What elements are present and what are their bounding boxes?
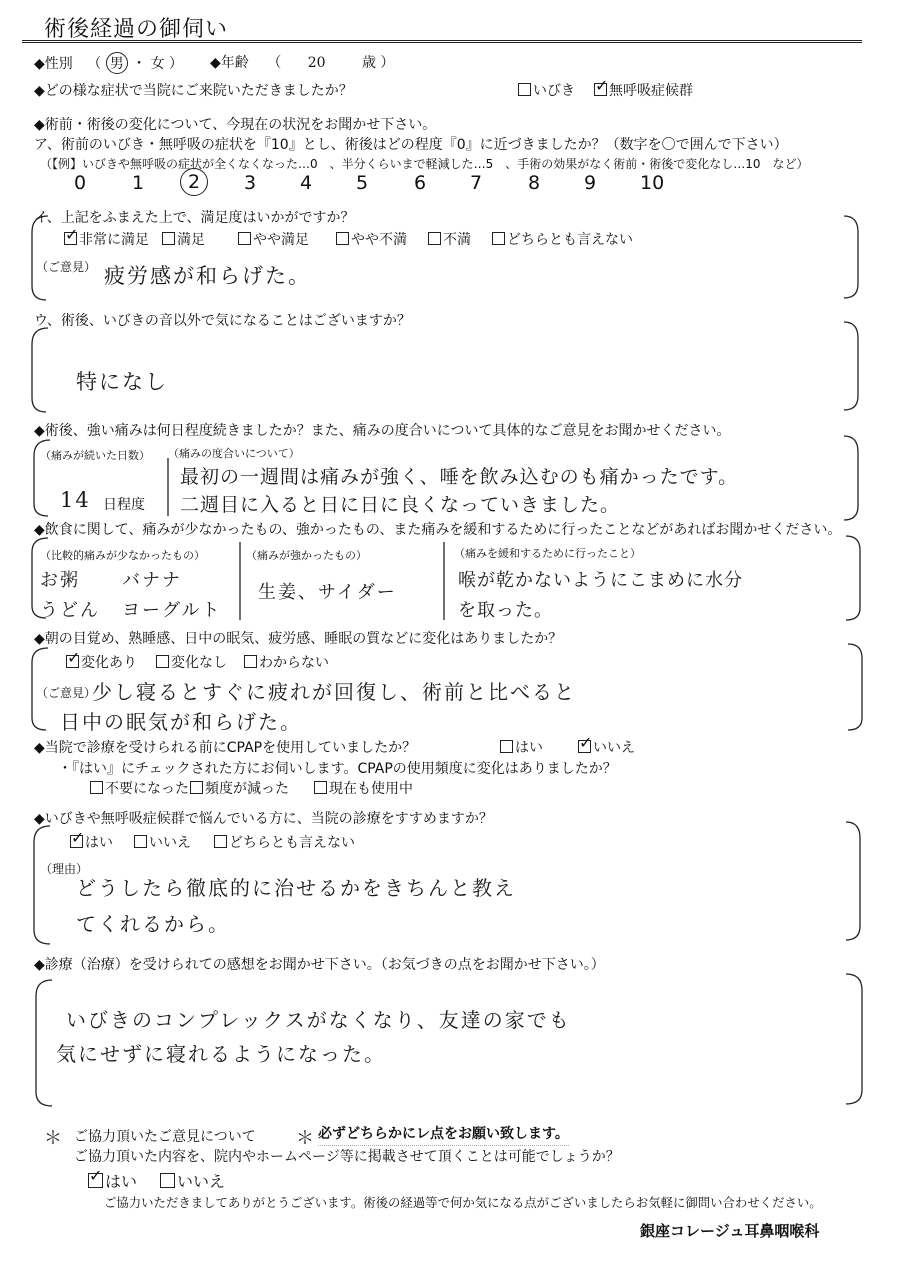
food-col3-label: （痛みを緩和するために行ったこと）	[454, 547, 641, 560]
bracket-right-satisfaction	[844, 216, 858, 298]
form-title: 術後経過の御伺い	[44, 17, 229, 42]
cpap-sub-checkbox-3[interactable]	[314, 781, 327, 794]
morning-answer-line2[interactable]: 日中の眠気が和らげた。	[60, 710, 302, 734]
publish-option-no[interactable]	[160, 1169, 225, 1192]
satisfaction-option-1[interactable]	[64, 229, 149, 249]
satisfaction-checkbox-4[interactable]	[336, 232, 349, 245]
recommend-answer-line2[interactable]: てくれるから。	[76, 912, 230, 936]
gender-close: ）	[169, 56, 184, 72]
pain-days-value[interactable]: 14	[60, 488, 91, 512]
clinic-name: 銀座コレージュ耳鼻咽喉科	[640, 1222, 820, 1240]
bracket-left-recommend	[34, 826, 50, 944]
bracket-right-impression	[846, 974, 862, 1104]
recommend-option-label: どちらとも言えない	[229, 835, 355, 851]
change-question-line2: ア、術前のいびき・無呼吸の症状を『10』とし、術後はどの程度『0』に近づきましたか？（数字を〇で囲んで下さい）	[34, 137, 788, 153]
scale-number-4[interactable]: 4	[300, 172, 313, 194]
bracket-left-impression	[36, 980, 52, 1106]
satisfaction-opinion-label: （ご意見）	[36, 260, 97, 274]
scale-number-0[interactable]: 0	[74, 172, 87, 194]
satisfaction-option-3[interactable]	[238, 229, 309, 249]
morning-option-label: わからない	[259, 655, 329, 671]
food-col1-item-1[interactable]: お粥	[40, 570, 80, 591]
cpap-sub-option-2[interactable]	[190, 778, 289, 798]
bracket-right-other	[844, 322, 858, 410]
satisfaction-option-5[interactable]	[428, 229, 471, 249]
gender-label: ◆性別	[34, 56, 73, 72]
cpap-sub-option-3[interactable]	[314, 778, 413, 798]
food-col1-label: （比較的痛みが少なかったもの）	[40, 549, 205, 562]
change-question-line1: ◆術前・術後の変化について、今現在の状況をお聞かせ下さい。	[34, 117, 437, 133]
food-col2-answer[interactable]: 生姜、サイダー	[258, 582, 397, 603]
food-col2-label: （痛みが強かったもの）	[246, 549, 367, 562]
satisfaction-option-label: どちらとも言えない	[507, 232, 633, 248]
satisfaction-checkbox-2[interactable]	[162, 232, 175, 245]
footer-publish-question: ご協力頂いた内容を、院内やホームページ等に掲載させて頂くことは可能でしょうか？	[74, 1149, 620, 1165]
bracket-right-food	[846, 536, 860, 620]
satisfaction-checkbox-6[interactable]	[492, 232, 505, 245]
checkbox-cpap-yes[interactable]	[500, 740, 513, 753]
recommend-option-3[interactable]	[214, 832, 355, 852]
publish-option-yes-label: はい	[105, 1172, 138, 1191]
footer-asterisk-1: ＊	[44, 1128, 62, 1149]
footer-asterisk-2: ＊	[296, 1128, 314, 1149]
food-col1-item-2[interactable]: バナナ	[122, 570, 182, 591]
age-open: （	[267, 55, 282, 71]
morning-option-label: 変化あり	[81, 655, 137, 671]
cpap-sub-checkbox-1[interactable]	[90, 781, 103, 794]
recommend-answer-line1[interactable]: どうしたら徹底的に治せるかをきちんと教え	[76, 876, 516, 900]
satisfaction-option-label: やや不満	[351, 232, 407, 248]
age-unit: 歳	[361, 55, 376, 71]
recommend-option-1[interactable]	[70, 832, 113, 852]
morning-option-3[interactable]	[244, 652, 329, 672]
recommend-checkbox-2[interactable]	[134, 835, 147, 848]
symptom-option-apnea-label: 無呼吸症候群	[609, 83, 693, 99]
other-question: ウ、術後、いびきの音以外で気になることはございますか？	[34, 313, 411, 329]
other-answer[interactable]: 特になし	[76, 370, 168, 394]
scale-number-7[interactable]: 7	[470, 172, 483, 194]
bracket-right-morning	[848, 644, 862, 730]
cpap-option-yes-label: はい	[515, 740, 543, 756]
pain-degree-label: （痛みの度合いについて）	[168, 447, 300, 460]
satisfaction-option-4[interactable]	[336, 229, 407, 249]
age-value[interactable]: 20	[307, 55, 326, 71]
gender-female[interactable]: 女	[150, 56, 165, 72]
pain-answer-line2[interactable]: 二週目に入ると日に日に良くなっていきました。	[180, 494, 621, 516]
morning-checkbox-3[interactable]	[244, 655, 257, 668]
recommend-option-label: いいえ	[149, 835, 191, 851]
satisfaction-option-6[interactable]	[492, 229, 633, 249]
bracket-right-pain	[844, 436, 858, 520]
morning-option-label: 変化なし	[171, 655, 227, 671]
gender-open: （	[87, 56, 102, 72]
pain-days-label: （痛みが続いた日数）	[40, 449, 150, 462]
cpap-option-yes[interactable]	[500, 737, 543, 757]
publish-option-no-label: いいえ	[177, 1172, 226, 1191]
cpap-sub-option-1[interactable]	[90, 778, 189, 798]
change-example: （【例】いびきや無呼吸の症状が全くなくなった…0 、半分くらいまで軽減した…5 、手術の効果がなく術前・術後で変化なし…10 など）	[40, 157, 809, 171]
satisfaction-checkbox-3[interactable]	[238, 232, 251, 245]
checkbox-publish-yes[interactable]	[88, 1173, 103, 1188]
scale-number-8[interactable]: 8	[528, 172, 541, 194]
scale-number-5[interactable]: 5	[356, 172, 369, 194]
satisfaction-answer[interactable]: 疲労感が和らげた。	[104, 264, 311, 288]
satisfaction-option-label: やや満足	[253, 232, 309, 248]
scale-number-3[interactable]: 3	[244, 172, 257, 194]
cpap-option-no[interactable]	[578, 737, 635, 757]
cpap-question: ◆当院で診療を受けられる前にCPAPを使用していましたか？	[34, 740, 417, 756]
food-col3-line2[interactable]: を取った。	[458, 600, 553, 621]
satisfaction-checkbox-5[interactable]	[428, 232, 441, 245]
satisfaction-option-label: 満足	[177, 232, 205, 248]
pain-question: ◆術後、強い痛みは何日程度続きましたか？また、痛みの度合いについて具体的なご意見をお聞かせください。	[34, 423, 731, 439]
footer-thanks: ご協力いただきましてありがとうございます。術後の経過等で何か気になる点がございましたらお気軽に御問い合わせください。	[104, 1195, 822, 1210]
scale-number-2[interactable]	[180, 168, 208, 196]
footer-required: 必ずどちらかにレ点をお願い致します。	[318, 1123, 569, 1146]
scale-number-1[interactable]: 1	[132, 172, 145, 194]
age-close: ）	[380, 55, 395, 71]
morning-checkbox-1[interactable]	[66, 655, 79, 668]
morning-option-1[interactable]	[66, 652, 137, 672]
food-col3-line1[interactable]: 喉が乾かないようにこまめに水分	[458, 570, 743, 591]
satisfaction-question: イ、上記をふまえた上で、満足度はいかがですか？	[34, 210, 355, 226]
satisfaction-option-label: 不満	[443, 232, 471, 248]
cpap-sub-question: ・『はい』にチェックされた方にお伺いします。CPAPの使用頻度に変化はありましたか？	[58, 761, 617, 777]
morning-checkbox-2[interactable]	[156, 655, 169, 668]
morning-opinion-label: （ご意見）	[36, 686, 97, 700]
food-col1-item-3[interactable]: うどん	[40, 600, 100, 621]
impression-answer-line1[interactable]: いびきのコンプレックスがなくなり、友達の家でも	[66, 1008, 571, 1032]
cpap-sub-option-label: 不要になった	[105, 781, 189, 797]
footer-cooperation: ご協力頂いたご意見について	[74, 1129, 256, 1145]
checkbox-cpap-no[interactable]	[578, 740, 591, 753]
recommend-reason-label: （理由）	[40, 862, 89, 876]
morning-question: ◆朝の目覚め、熟睡感、日中の眠気、疲労感、睡眠の質などに変化はありましたか？	[34, 631, 563, 647]
morning-answer-line1[interactable]: 少し寝るとすぐに疲れが回復し、術前と比べると	[92, 680, 576, 704]
scale-number-10[interactable]: 10	[640, 172, 665, 194]
satisfaction-option-label: 非常に満足	[79, 232, 149, 248]
cpap-sub-checkbox-2[interactable]	[190, 781, 203, 794]
food-question: ◆飲食に関して、痛みが少なかったもの、強かったもの、また痛みを緩和するために行ったことなどがあればお聞かせください。	[34, 522, 842, 538]
recommend-checkbox-1[interactable]	[70, 835, 83, 848]
cpap-sub-option-label: 現在も使用中	[329, 781, 413, 797]
bracket-left-other	[32, 328, 48, 412]
scale-number-6[interactable]: 6	[414, 172, 427, 194]
satisfaction-option-2[interactable]	[162, 229, 205, 249]
impression-question: ◆診療（治療）を受けられての感想をお聞かせ下さい。（お気づきの点をお聞かせ下さい。）	[34, 957, 605, 973]
cpap-sub-option-label: 頻度が減った	[205, 781, 289, 797]
bracket-right-recommend	[846, 822, 860, 940]
scale-number-9[interactable]: 9	[584, 172, 597, 194]
age-label: ◆年齢	[210, 55, 249, 71]
gender-dot: ・	[132, 56, 147, 72]
checkbox-publish-no[interactable]	[160, 1173, 175, 1188]
recommend-question: ◆いびきや無呼吸症候群で悩んでいる方に、当院の診療をすすめますか？	[34, 811, 493, 827]
symptom-option-snoring-label: いびき	[533, 83, 575, 99]
recommend-option-label: はい	[85, 835, 113, 851]
pain-answer-line1[interactable]: 最初の一週間は痛みが強く、唾を飲み込むのも痛かったです。	[180, 466, 739, 488]
impression-answer-line2[interactable]: 気にせずに寝れるようになった。	[56, 1042, 386, 1066]
pain-days-unit: 日程度	[103, 497, 145, 513]
recommend-checkbox-3[interactable]	[214, 835, 227, 848]
publish-option-yes[interactable]	[88, 1169, 137, 1192]
satisfaction-checkbox-1[interactable]	[64, 232, 77, 245]
symptom-question: ◆どの様な症状で当院にご来院いただきましたか？	[34, 83, 353, 99]
scale-selected-circle: 2	[180, 168, 208, 196]
recommend-option-2[interactable]	[134, 832, 191, 852]
food-col1-item-4[interactable]: ヨーグルト	[122, 600, 222, 621]
cpap-option-no-label: いいえ	[593, 740, 635, 756]
morning-option-2[interactable]	[156, 652, 227, 672]
gender-male[interactable]: 男	[106, 52, 128, 74]
